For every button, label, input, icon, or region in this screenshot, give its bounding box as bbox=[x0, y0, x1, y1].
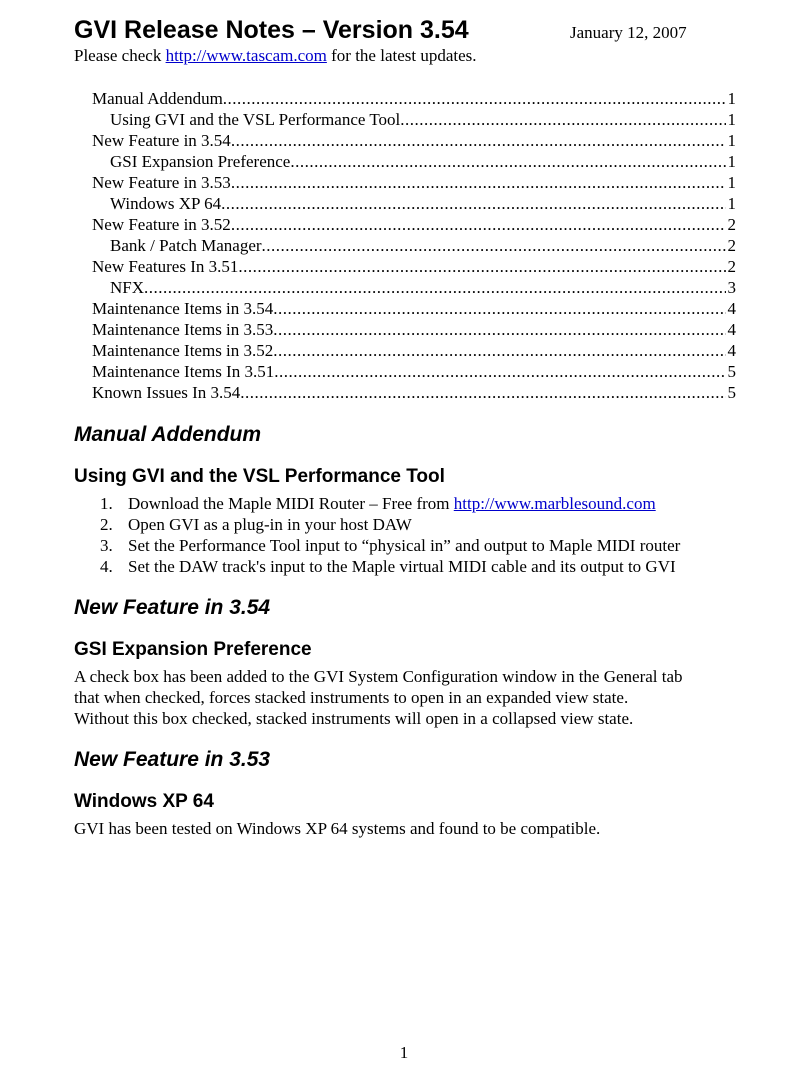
toc-entry-page: 1 bbox=[727, 89, 736, 108]
table-of-contents bbox=[92, 88, 736, 403]
step-item bbox=[100, 514, 780, 535]
update-notice bbox=[74, 45, 477, 67]
heading-manual-addendum: Manual Addendum bbox=[74, 423, 262, 446]
step-number: 3. bbox=[100, 536, 113, 555]
step-item bbox=[100, 535, 780, 556]
toc-entry[interactable] bbox=[92, 151, 736, 172]
toc-entry-label: GSI Expansion Preference bbox=[110, 152, 291, 171]
paragraph-windows-xp-64 bbox=[74, 818, 744, 839]
toc-entry-page: 4 bbox=[727, 299, 736, 318]
toc-leader-dots bbox=[273, 340, 725, 361]
steps-list bbox=[100, 493, 780, 577]
toc-entry[interactable] bbox=[92, 340, 736, 361]
toc-entry-label: New Feature in 3.54 bbox=[92, 131, 231, 150]
toc-entry-label: Windows XP 64 bbox=[110, 194, 222, 213]
toc-entry-label: NFX bbox=[110, 278, 145, 297]
toc-entry-page: 2 bbox=[727, 236, 736, 255]
toc-entry-page: 4 bbox=[727, 341, 736, 360]
step-number: 1. bbox=[100, 494, 113, 513]
step-text: Open GVI as a plug-in in your host DAW bbox=[128, 515, 412, 534]
paragraph-line: that when checked, forces stacked instruments to open in an expanded view state. bbox=[74, 688, 629, 707]
heading-new-feature-353: New Feature in 3.53 bbox=[74, 748, 271, 771]
toc-entry-label: Maintenance Items In 3.51 bbox=[92, 362, 275, 381]
step-text bbox=[128, 493, 656, 514]
heading-windows-xp-64: Windows XP 64 bbox=[74, 791, 214, 812]
update-notice-prefix: Please check bbox=[74, 46, 166, 65]
toc-entry[interactable] bbox=[92, 319, 736, 340]
heading-gsi-expansion-preference: GSI Expansion Preference bbox=[74, 639, 312, 660]
toc-entry-page: 1 bbox=[727, 131, 736, 150]
toc-leader-dots bbox=[238, 256, 725, 277]
toc-entry-page: 1 bbox=[727, 152, 736, 171]
toc-leader-dots bbox=[290, 151, 725, 172]
step-item bbox=[100, 493, 780, 514]
step-number: 2. bbox=[100, 515, 113, 534]
toc-leader-dots bbox=[144, 277, 725, 298]
toc-leader-dots bbox=[262, 235, 726, 256]
toc-leader-dots bbox=[223, 88, 726, 109]
toc-entry[interactable] bbox=[92, 193, 736, 214]
toc-entry-page: 1 bbox=[727, 194, 736, 213]
step-number: 4. bbox=[100, 557, 113, 576]
toc-leader-dots bbox=[273, 319, 725, 340]
document-title: GVI Release Notes – Version 3.54 bbox=[74, 16, 469, 44]
toc-leader-dots bbox=[231, 130, 726, 151]
toc-entry-label: Maintenance Items in 3.52 bbox=[92, 341, 274, 360]
toc-leader-dots bbox=[400, 109, 725, 130]
toc-entry-label: Bank / Patch Manager bbox=[110, 236, 262, 255]
toc-entry[interactable] bbox=[92, 235, 736, 256]
step-text-body: Download the Maple MIDI Router – Free from bbox=[128, 494, 454, 513]
toc-leader-dots bbox=[274, 361, 725, 382]
toc-entry[interactable] bbox=[92, 382, 736, 403]
step-item bbox=[100, 556, 780, 577]
marblesound-link[interactable]: http://www.marblesound.com bbox=[453, 494, 656, 513]
update-notice-suffix: for the latest updates. bbox=[326, 46, 477, 65]
toc-leader-dots bbox=[221, 193, 725, 214]
toc-entry[interactable] bbox=[92, 277, 736, 298]
toc-entry-label: Using GVI and the VSL Performance Tool bbox=[110, 110, 401, 129]
toc-entry-page: 1 bbox=[727, 173, 736, 192]
toc-entry-label: Maintenance Items in 3.54 bbox=[92, 299, 274, 318]
toc-entry-label: Manual Addendum bbox=[92, 89, 223, 108]
toc-entry-label: New Feature in 3.53 bbox=[92, 173, 231, 192]
toc-entry[interactable] bbox=[92, 88, 736, 109]
step-text: Set the Performance Tool input to “physical in” and output to Maple MIDI router bbox=[128, 536, 681, 555]
toc-entry[interactable] bbox=[92, 130, 736, 151]
page-number: 1 bbox=[399, 1043, 409, 1062]
paragraph-line: A check box has been added to the GVI System Configuration window in the General tab bbox=[74, 667, 683, 686]
toc-entry[interactable] bbox=[92, 256, 736, 277]
heading-vsl-performance-tool: Using GVI and the VSL Performance Tool bbox=[74, 466, 445, 487]
paragraph-line: Without this box checked, stacked instruments will open in a collapsed view state. bbox=[74, 709, 634, 728]
toc-leader-dots bbox=[231, 214, 726, 235]
toc-entry-page: 5 bbox=[727, 383, 736, 402]
toc-entry-page: 4 bbox=[727, 320, 736, 339]
toc-entry[interactable] bbox=[92, 172, 736, 193]
step-text: Set the DAW track's input to the Maple virtual MIDI cable and its output to GVI bbox=[128, 557, 676, 576]
toc-entry[interactable] bbox=[92, 298, 736, 319]
toc-leader-dots bbox=[273, 298, 725, 319]
toc-entry-label: Known Issues In 3.54 bbox=[92, 383, 241, 402]
tascam-link[interactable]: http://www.tascam.com bbox=[165, 46, 327, 65]
toc-entry-page: 2 bbox=[727, 257, 736, 276]
toc-entry[interactable] bbox=[92, 109, 736, 130]
document-date: January 12, 2007 bbox=[570, 23, 687, 42]
toc-entry-label: New Features In 3.51 bbox=[92, 257, 239, 276]
toc-entry-page: 1 bbox=[727, 110, 736, 129]
toc-entry[interactable] bbox=[92, 214, 736, 235]
toc-entry-page: 3 bbox=[727, 278, 736, 297]
paragraph-line: GVI has been tested on Windows XP 64 systems and found to be compatible. bbox=[74, 819, 601, 838]
heading-new-feature-354: New Feature in 3.54 bbox=[74, 596, 271, 619]
toc-entry[interactable] bbox=[92, 361, 736, 382]
paragraph-gsi-expansion bbox=[74, 666, 744, 729]
toc-leader-dots bbox=[231, 172, 726, 193]
toc-leader-dots bbox=[240, 382, 725, 403]
toc-entry-label: New Feature in 3.52 bbox=[92, 215, 231, 234]
toc-entry-label: Maintenance Items in 3.53 bbox=[92, 320, 274, 339]
toc-entry-page: 5 bbox=[727, 362, 736, 381]
toc-entry-page: 2 bbox=[727, 215, 736, 234]
